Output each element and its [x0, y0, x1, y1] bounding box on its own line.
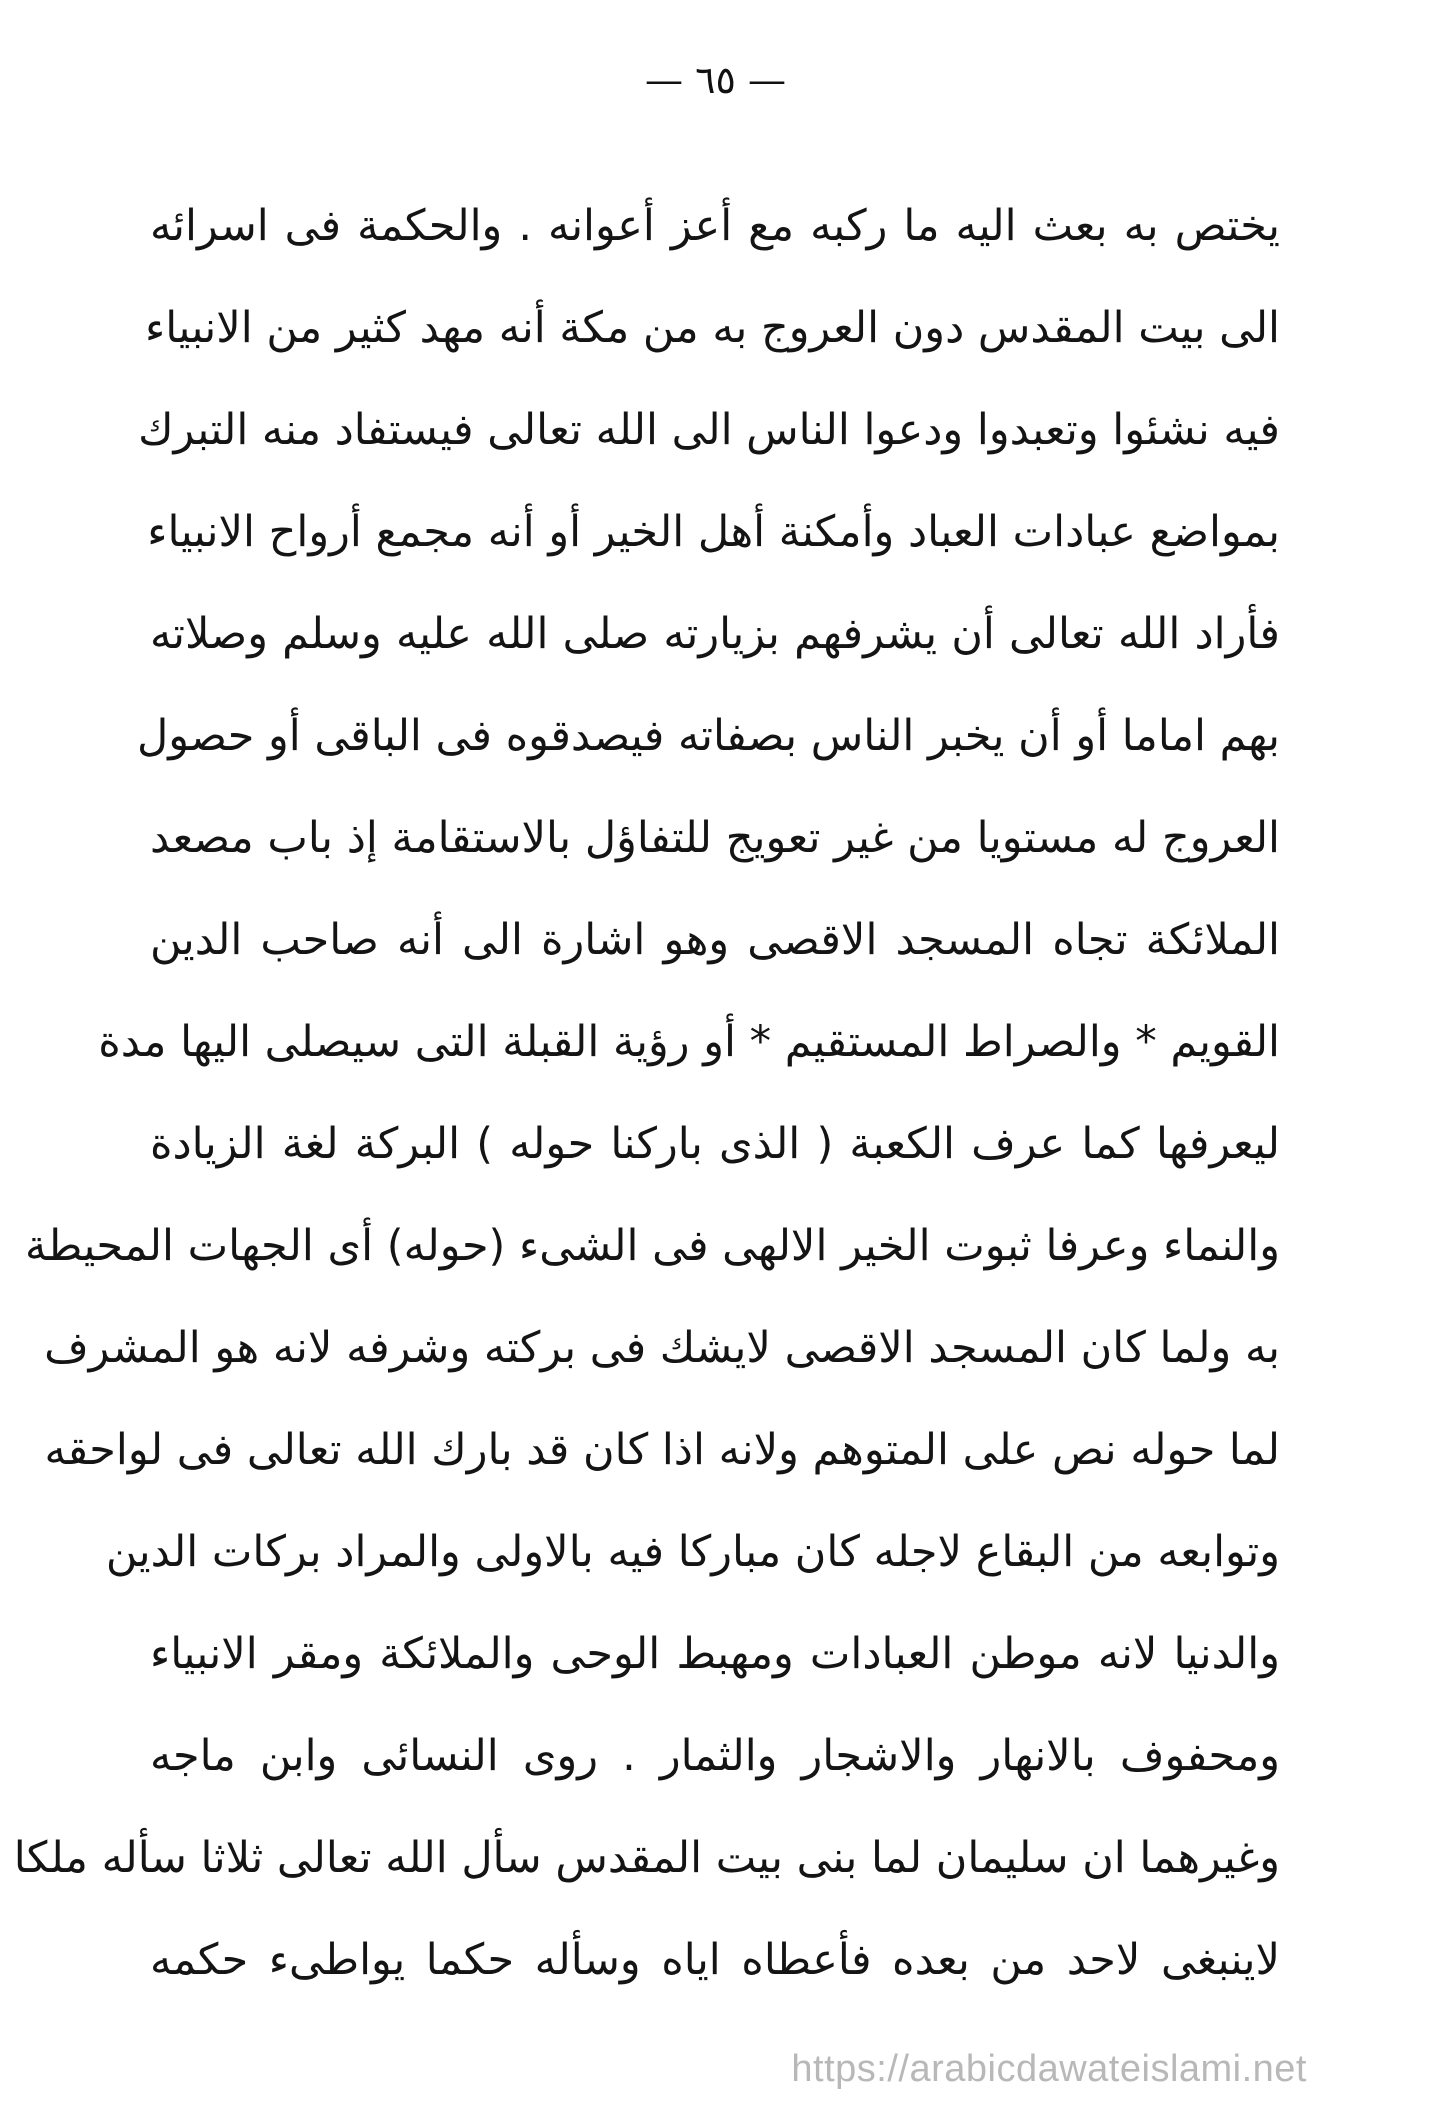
text-line: العروج له مستويا من غير تعويج للتفاؤل بالاستقامة إذ باب مصعد: [150, 813, 1280, 863]
text-line: ومحفوف بالانهار والاشجار والثمار . روى النسائى وابن ماجه: [150, 1731, 1280, 1781]
watermark-url: https://arabicdawateislami.net: [791, 2048, 1307, 2090]
text-line: لاينبغى لاحد من بعده فأعطاه اياه وسأله حكما يواطىء حكمه: [150, 1935, 1280, 1985]
text-line: بهم اماما أو أن يخبر الناس بصفاته فيصدقوه فى الباقى أو حصول: [136, 711, 1280, 761]
text-line: وتوابعه من البقاع لاجله كان مباركا فيه بالاولى والمراد بركات الدين: [105, 1527, 1280, 1577]
text-line: يختص به بعث اليه ما ركبه مع أعز أعوانه . والحكمة فى اسرائه: [150, 201, 1280, 251]
text-line: الملائكة تجاه المسجد الاقصى وهو اشارة الى أنه صاحب الدين: [150, 915, 1280, 965]
text-line: والنماء وعرفا ثبوت الخير الالهى فى الشىء (حوله) أى الجهات المحيطة: [25, 1221, 1280, 1271]
text-line: وغيرهما ان سليمان لما بنى بيت المقدس سأل الله تعالى ثلاثا سأله ملكا: [13, 1833, 1280, 1883]
text-line: والدنيا لانه موطن العبادات ومهبط الوحى والملائكة ومقر الانبياء: [150, 1629, 1280, 1679]
text-line: فأراد الله تعالى أن يشرفهم بزيارته صلى الله عليه وسلم وصلاته: [150, 609, 1280, 659]
page-number: — ٦٥ —: [644, 58, 786, 102]
text-line: بمواضع عبادات العباد وأمكنة أهل الخير أو أنه مجمع أرواح الانبياء: [147, 507, 1280, 557]
text-line: الى بيت المقدس دون العروج به من مكة أنه مهد كثير من الانبياء: [145, 303, 1280, 353]
text-line: لما حوله نص على المتوهم ولانه اذا كان قد بارك الله تعالى فى لواحقه: [44, 1425, 1280, 1475]
text-line: فيه نشئوا وتعبدوا ودعوا الناس الى الله تعالى فيستفاد منه التبرك: [138, 405, 1280, 455]
page-body-text: [13, 175, 1280, 2011]
text-line: القويم * والصراط المستقيم * أو رؤية القبلة التى سيصلى اليها مدة: [98, 1017, 1280, 1067]
text-line: ليعرفها كما عرف الكعبة ( الذى باركنا حوله ) البركة لغة الزيادة: [150, 1119, 1280, 1169]
text-line: به ولما كان المسجد الاقصى لايشك فى بركته وشرفه لانه هو المشرف: [44, 1323, 1280, 1373]
